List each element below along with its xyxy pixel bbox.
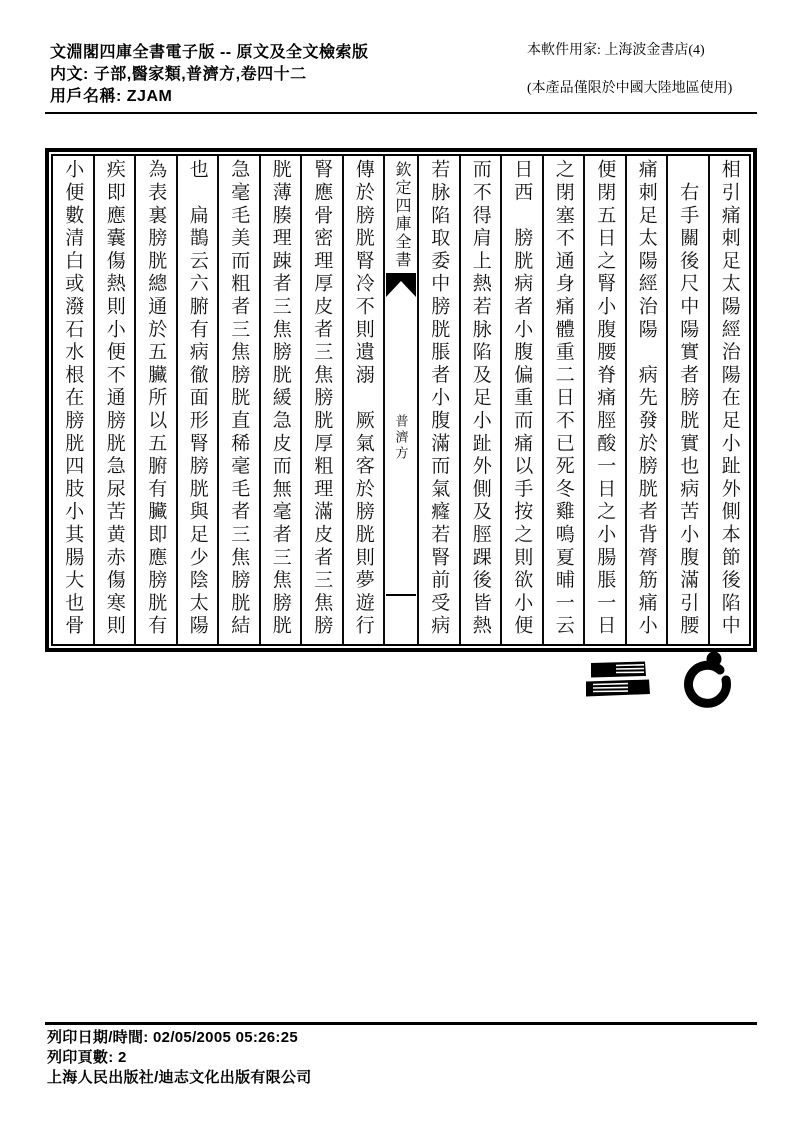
- siku-title: 欽定四庫全書: [393, 161, 410, 269]
- column-text: 也 扁鵲云六腑有病徹面形腎膀胱與足少陰太陽: [186, 159, 208, 638]
- publisher-line: 上海人民出版社/迪志文化出版有限公司: [47, 1069, 312, 1086]
- text-column: [300, 156, 342, 644]
- print-datetime: 列印日期/時間: 02/05/2005 05:26:25: [47, 1029, 299, 1046]
- text-column: [134, 156, 176, 644]
- stacked-books-logo-icon: [584, 660, 654, 700]
- fishtail-mark-icon: [386, 273, 416, 297]
- text-column: [417, 156, 459, 644]
- column-text: 相引痛刺足太陽經治陽在足小趾外側本節後陷中: [718, 159, 740, 638]
- column-text: 而不得肩上熱若脉陷及足小趾外側及脛踝後皆熱: [469, 159, 491, 638]
- column-text: 之閉塞不通身痛體重二日不已死冬雞鳴夏晡一云: [552, 159, 574, 638]
- license-restriction: (本產品僅限於中國大陸地區使用): [527, 81, 733, 96]
- inner-frame: [51, 154, 751, 646]
- text-column: [583, 156, 625, 644]
- text-column: [625, 156, 667, 644]
- center-title-column: [383, 156, 417, 644]
- text-column: [53, 156, 93, 644]
- user-name: 用戶名稱: ZJAM: [50, 88, 173, 105]
- column-text: 痛刺足太陽經治陽 病先發於膀胱者背膂筋痛小: [635, 159, 657, 638]
- licensee: 本軟件用家: 上海波金書店(4): [527, 43, 705, 58]
- text-column: [259, 156, 301, 644]
- column-text: 若脉陷取委中膀胱脹者小腹滿而氣癃若腎前受病: [428, 159, 450, 638]
- app-title: 文淵閣四庫全書電子版 -- 原文及全文檢索版: [50, 44, 369, 61]
- scanned-page: [45, 148, 757, 652]
- print-page-count: 列印頁數: 2: [47, 1049, 127, 1066]
- center-divider: [386, 594, 416, 596]
- brush-circle-seal-logo-icon: [678, 648, 740, 710]
- scan-columns: [53, 156, 749, 644]
- column-text: 便閉五日之腎小腹腰脊痛脛酸一日之小腸脹一日: [594, 159, 616, 638]
- footer-divider: [45, 1022, 757, 1025]
- content-path: 内文: 子部,醫家類,普濟方,卷四十二: [50, 66, 307, 83]
- header-left: [50, 42, 369, 108]
- column-text: 胱薄腠理踈者三焦膀胱緩急皮而無毫者三焦膀胱: [269, 159, 291, 638]
- text-column: [459, 156, 501, 644]
- column-text: 小便數清白或潑石水根在膀胱四肢小其腸大也骨: [62, 159, 84, 638]
- text-column: [542, 156, 584, 644]
- text-column: [666, 156, 708, 644]
- text-column: [708, 156, 750, 644]
- footer: [47, 1028, 312, 1088]
- text-column: [176, 156, 218, 644]
- column-text: 右手關後尺中陽實者膀胱實也病苦小腹滿引腰: [677, 159, 699, 638]
- text-column: [500, 156, 542, 644]
- column-text: 傳於膀胱腎冷不則遺溺 厥氣客於膀胱則夢遊行: [352, 159, 374, 638]
- text-column: [217, 156, 259, 644]
- column-text: 疾即應囊傷熱則小便不通膀胱急尿苦黄赤傷寒則: [103, 159, 125, 638]
- column-text: 為表裏膀胱總通於五臟所以五腑有臟即應膀胱有: [145, 159, 167, 638]
- column-text: 急毫毛美而粗者三焦膀胱直稀毫毛者三焦膀胱結: [228, 159, 250, 638]
- header-right: [527, 42, 755, 98]
- header: [50, 42, 755, 108]
- book-title: 普濟方: [393, 414, 409, 462]
- text-column: [342, 156, 384, 644]
- column-text: 腎應骨密理厚皮者三焦膀胱厚粗理滿皮者三焦膀: [311, 159, 333, 638]
- column-text: 日西 膀胱病者小腹偏重而痛以手按之則欲小便: [511, 159, 533, 638]
- text-column: [93, 156, 135, 644]
- header-divider: [45, 112, 757, 114]
